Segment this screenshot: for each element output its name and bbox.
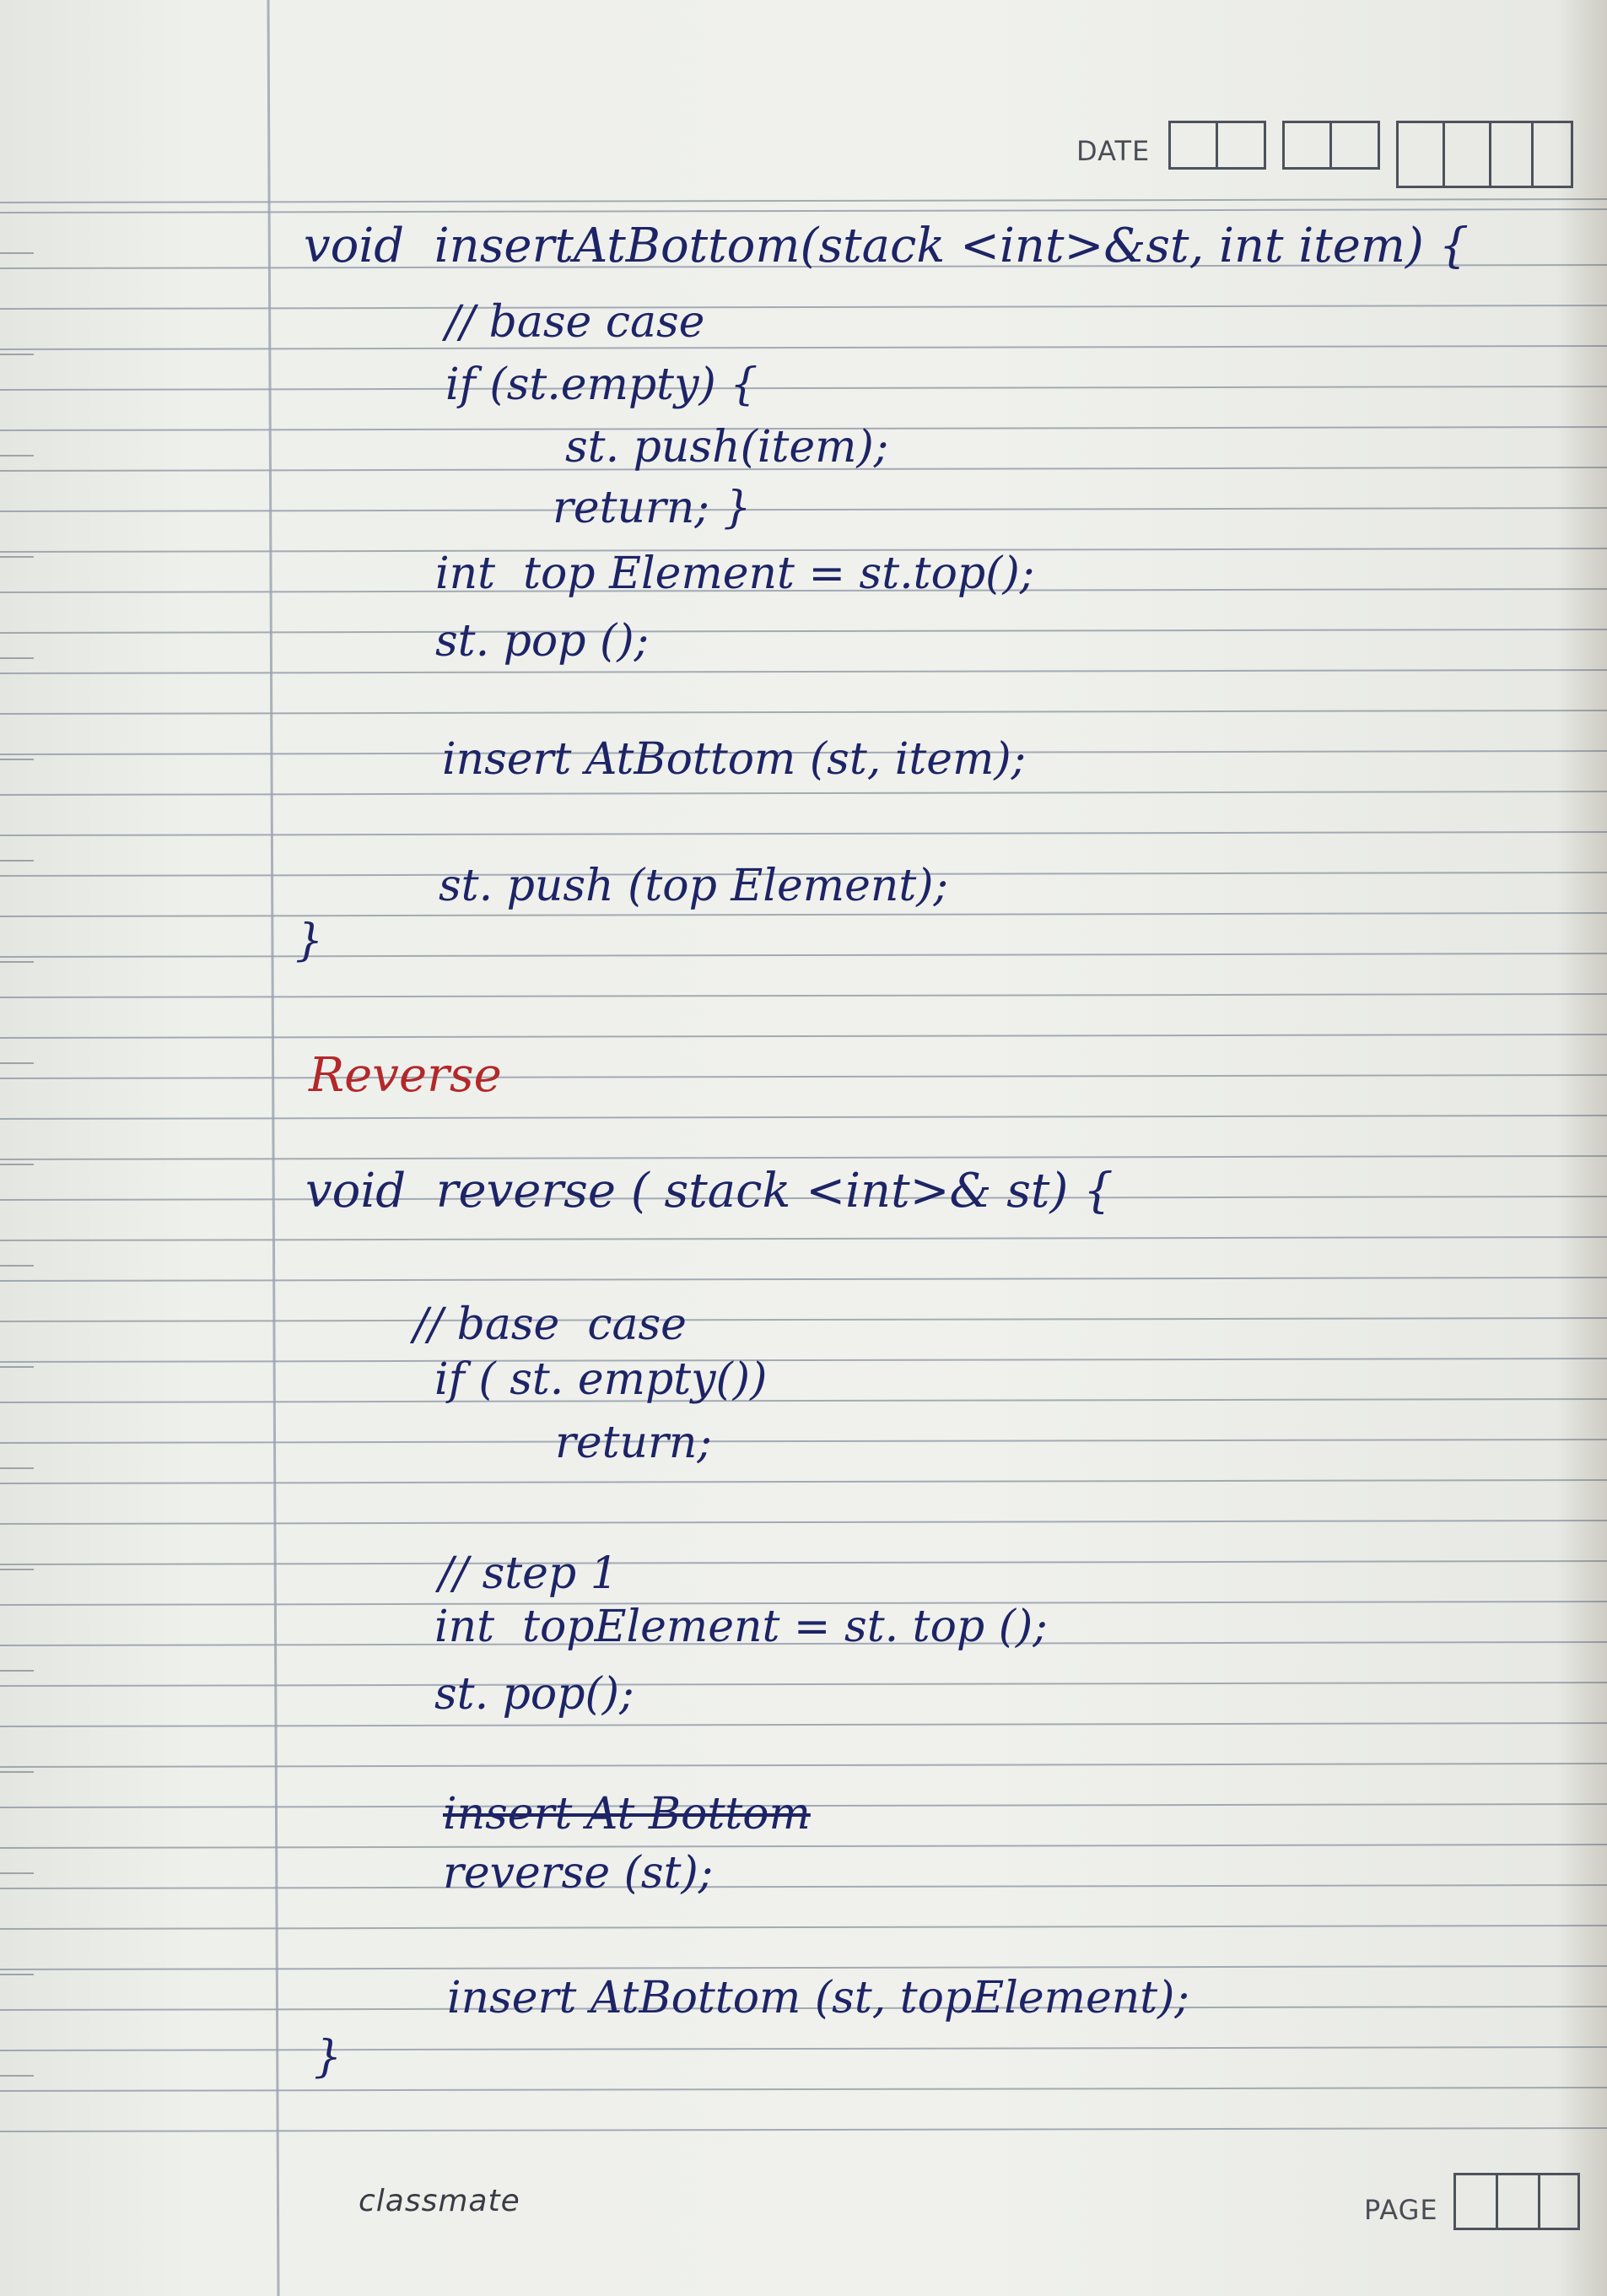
brand-logo: classmate [359, 2184, 520, 2218]
code-line: st. pop(); [434, 1669, 634, 1720]
date-label: DATE [1076, 135, 1151, 167]
code-line: insert AtBottom (st, item); [442, 734, 1027, 785]
struck-out-code: insert At Bottom [443, 1789, 811, 1840]
page-number-boxes [1453, 2173, 1580, 2230]
code-line: st. pop (); [435, 616, 650, 667]
page-label: PAGE [1364, 2194, 1438, 2226]
code-comment: // base case [445, 297, 705, 348]
page-box-divider [1496, 2173, 1498, 2230]
code-line: st. push(item); [565, 422, 889, 473]
page-box-divider [1538, 2173, 1540, 2230]
code-brace: } [314, 2032, 342, 2083]
code-line: if (st.empty) { [445, 359, 758, 410]
code-line: int topElement = st. top (); [434, 1602, 1048, 1652]
code-line: return; [555, 1418, 712, 1468]
code-line: int top Element = st.top(); [435, 548, 1035, 599]
date-box-group-3 [1396, 121, 1573, 188]
code-line: void insertAtBottom(stack <int>&st, int item) { [304, 219, 1469, 273]
date-box-divider [1489, 121, 1491, 188]
date-box-divider [1443, 121, 1445, 188]
page-edge-shadow [1556, 0, 1607, 2296]
code-comment: // base case [413, 1299, 687, 1350]
section-title: Reverse [309, 1048, 502, 1103]
code-line: if ( st. empty()) [434, 1354, 768, 1405]
code-line: return; } [553, 483, 752, 533]
code-comment: // step 1 [439, 1548, 618, 1599]
date-box-divider [1329, 121, 1332, 170]
code-line: insert AtBottom (st, topElement); [447, 1973, 1189, 2023]
code-line: reverse (st); [443, 1848, 714, 1899]
code-brace: } [295, 916, 324, 966]
date-box-divider [1531, 121, 1534, 188]
code-line: st. push (top Element); [439, 861, 949, 911]
date-box-divider [1216, 121, 1218, 170]
code-line: void reverse ( stack <int>& st) { [305, 1164, 1114, 1218]
